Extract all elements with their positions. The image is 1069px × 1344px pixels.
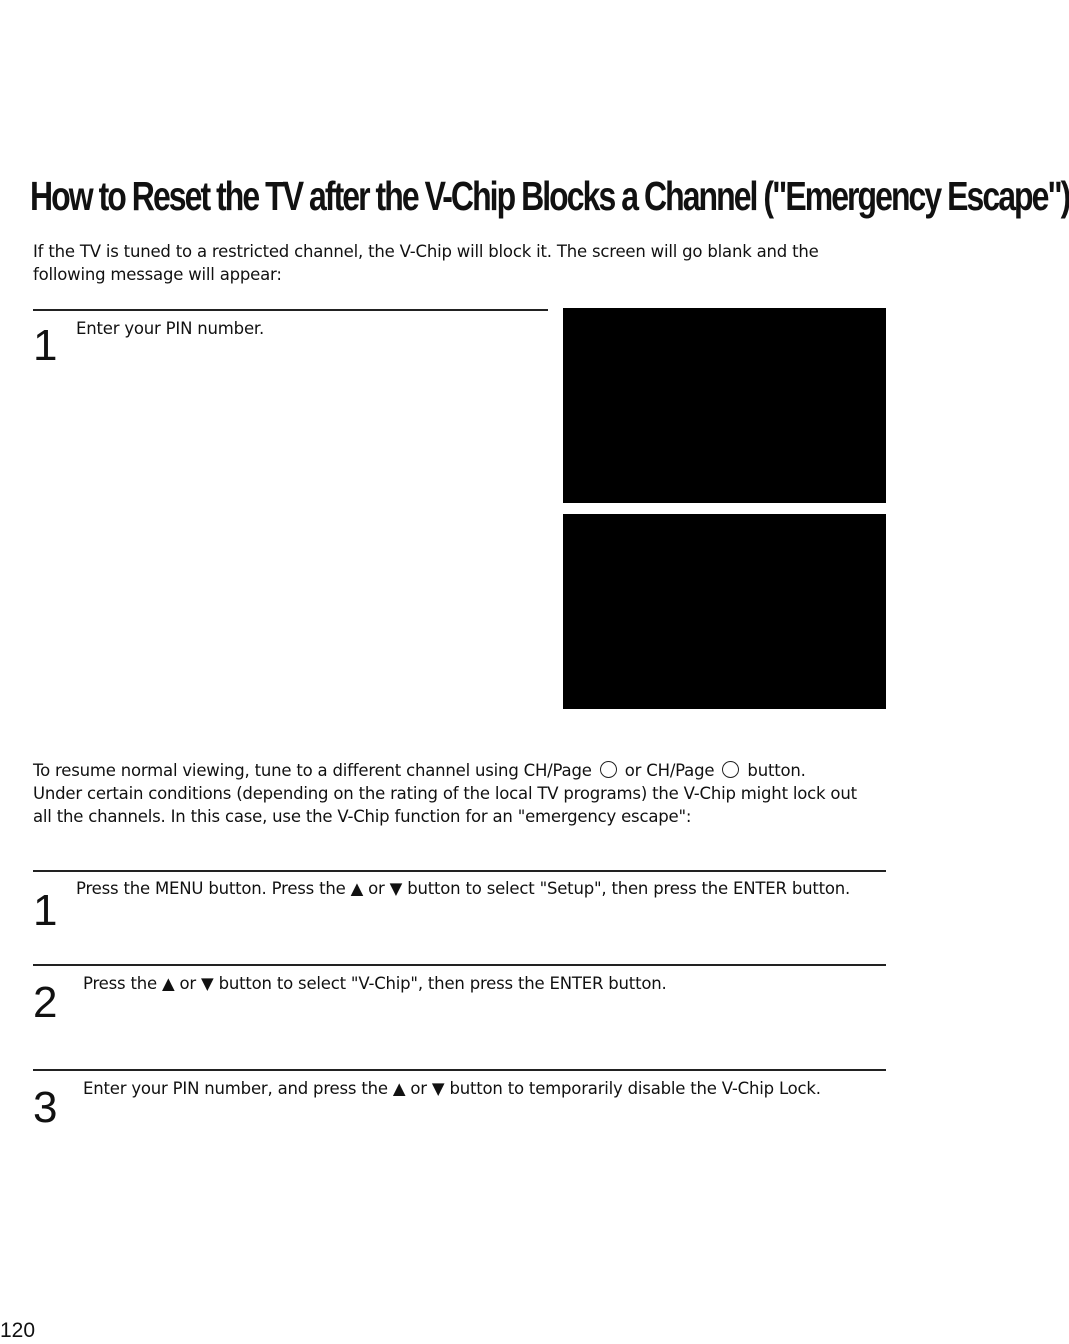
- step-1-number: 1: [33, 886, 58, 935]
- page-number: 120: [0, 1319, 36, 1342]
- resume-text-1: To resume normal viewing, tune to a different channel using CH/Page: [33, 761, 592, 780]
- step-a-number: 1: [33, 321, 58, 370]
- tv-screen-image-2: [563, 514, 886, 709]
- channel-down-button-icon: [722, 761, 739, 778]
- resume-text-3: button.: [747, 761, 806, 780]
- step-2-text: Press the ▲ or ▼ button to select "V-Chip", then press the ENTER button.: [83, 974, 667, 993]
- step-1-text: Press the MENU button. Press the ▲ or ▼ button to select "Setup", then press the ENTER button.: [76, 879, 851, 898]
- step-3-number: 3: [33, 1083, 58, 1132]
- page-title: How to Reset the TV after the V-Chip Blocks a Channel ("Emergency Escape"): [30, 173, 1069, 219]
- step-2-divider: [33, 964, 886, 966]
- step-1-divider: [33, 870, 886, 872]
- resume-line-3: all the channels. In this case, use the V-Chip function for an "emergency escape":: [33, 807, 692, 826]
- channel-up-button-icon: [600, 761, 617, 778]
- resume-paragraph: [33, 759, 913, 828]
- intro-line-2: following message will appear:: [33, 265, 282, 284]
- resume-text-2: or CH/Page: [624, 761, 715, 780]
- step-a-divider: [33, 309, 548, 311]
- step-3-text: Enter your PIN number, and press the ▲ or ▼ button to temporarily disable the V-Chip Lock.: [83, 1079, 821, 1098]
- step-a-text: Enter your PIN number.: [76, 319, 265, 338]
- tv-screen-image-1: [563, 308, 886, 503]
- resume-line-2: Under certain conditions (depending on the rating of the local TV programs) the V-Chip might lock out: [33, 784, 857, 803]
- intro-paragraph: [33, 240, 913, 286]
- intro-line-1: If the TV is tuned to a restricted channel, the V-Chip will block it. The screen will go blank and the: [33, 242, 819, 261]
- step-3-divider: [33, 1069, 886, 1071]
- resume-line-1: [33, 759, 913, 782]
- step-2-number: 2: [33, 978, 58, 1027]
